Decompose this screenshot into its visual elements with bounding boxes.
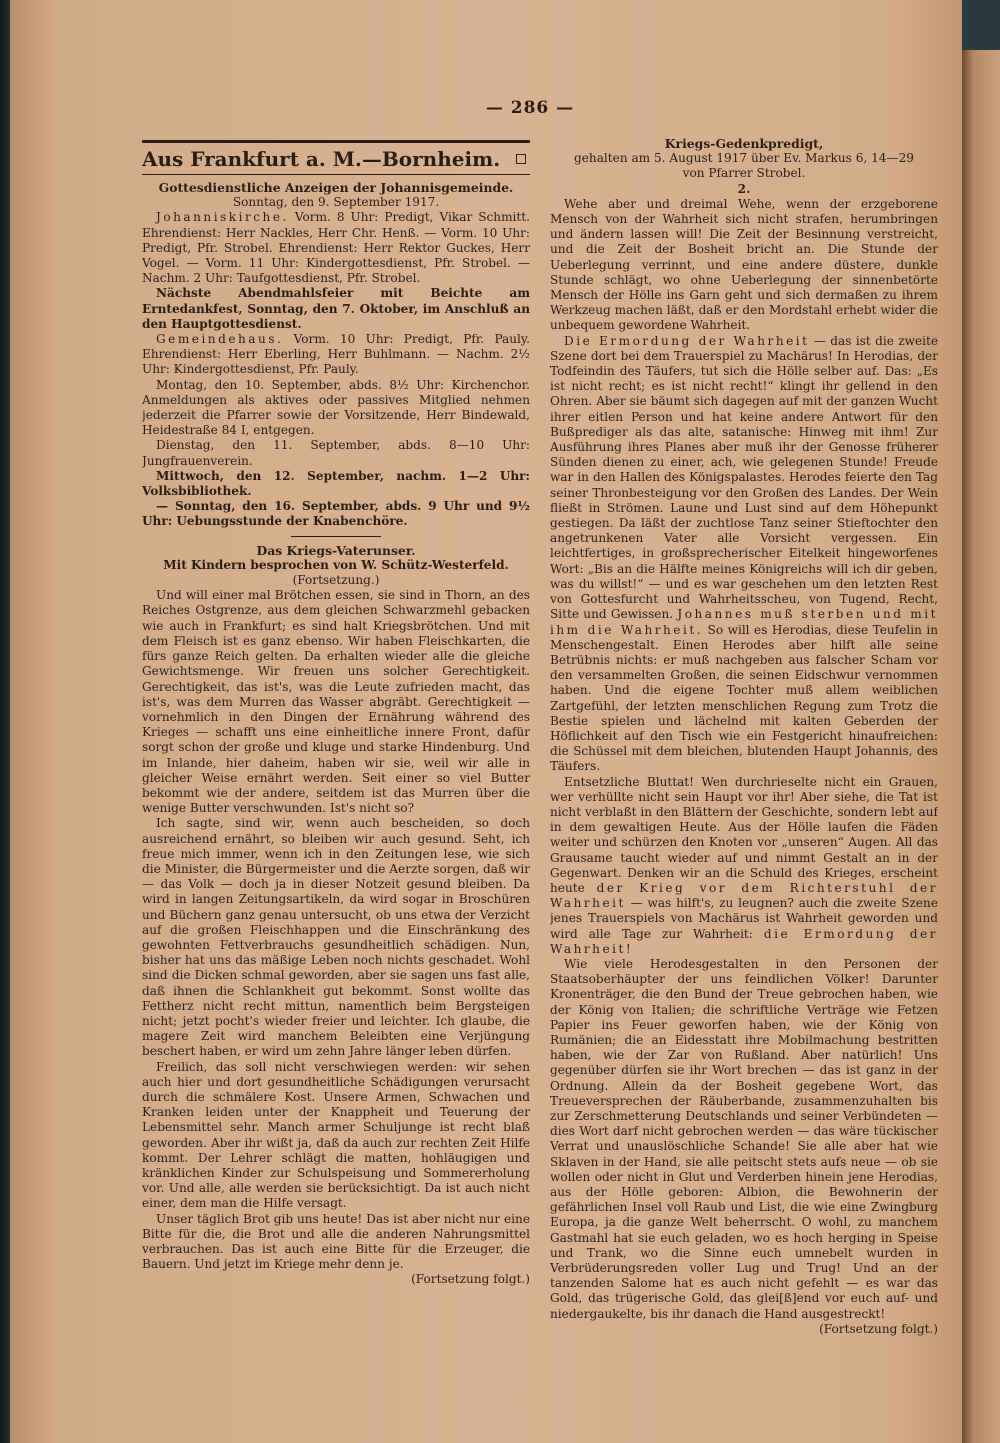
sermon-text: So will es Herodias, diese Teufelin in Menschengestalt. Einen Herodes aber hilft alle seine Betrübnis nichts: er muß nachgeben aus falscher Scham vor den versammelten Großen, die seinen Eidschwur vernommen haben. Und die eigene Tochter muß allem weiblichen Zartgefühl, der letzten menschlichen Regung zum Trotz die Bestie spielen und lächelnd mit kalten Geberden der Höflichkeit auf den Tisch wie ein Festgericht hinaufreichen: die Schüssel mit dem bleichen, blutenden Haupt Johannis, des Täufers. bbox=[550, 622, 938, 774]
notice-paragraph: Dienstag, den 11. September, abds. 8—10 Uhr: Jungfrauenverein. bbox=[142, 438, 530, 468]
article-continued: (Fortsetzung.) bbox=[292, 573, 380, 588]
top-rule-heavy bbox=[142, 140, 530, 143]
section-divider bbox=[291, 536, 381, 537]
book-binding bbox=[0, 0, 10, 1443]
notice-text: Vorm. 8 Uhr: Predigt, Vikar Schmitt. Ehrendienst: Herr Nackles, Herr Chr. Henß. — Vorm. 10 Uhr: Predigt, Pfr. Strobel. Ehrendienst: Herr Rektor Guckes, Herr Vogel. — Vorm. 11 Uhr: Kindergottesdienst, Pfr. Strobel. — Nachm. 2 Uhr: Taufgottesdienst, Pfr. Strobel. bbox=[142, 210, 530, 286]
article-paragraph: Freilich, das soll nicht verschwiegen werden: wir sehen auch hier und dort gesundheitliche Schädigungen verursacht durch die schmälere Kost. Unsere Armen, Schwachen und Kranken leiden unter der Knappheit und Teuerung der Lebensmittel sehr. Manch armer Schuljunge ist recht blaß geworden. Aber ihr wißt ja, daß da auch zur rechten Zeit Hilfe kommt. Der Lehrer schlägt die matten, hohläugigen und kränklichen Kinder zur Schulspeisung und Sommererholung vor. Und alle, alle werden sie berücksichtigt. Da ist auch nicht einer, dem man die Hilfe versagt. bbox=[142, 1059, 530, 1211]
sermon-subtitle-line1: gehalten am 5. August 1917 über Ev. Markus 6, 14—29 bbox=[574, 151, 914, 166]
article-paragraph: Und will einer mal Brötchen essen, sie sind in Thorn, an des Reiches Ostgrenze, aus dem gleichen Schwarzmehl gebacken wie auch in Frankfurt; es sind halt Kriegsbrötchen. Und mit dem Fleisch ist es ganz ebenso. Wir haben Fleischkarten, die fürs ganze Reich gelten. Da erhalten wieder alle die gleiche Gewichtsmenge. Wir freuen uns solcher Gerechtigkeit. Gerechtigkeit, das ist's, was die Leute zufrieden macht, das ist's, was dem Murren das Wasser abgräbt. Gerechtigkeit — vornehmlich in den Dingen der Ernährung während des Krieges — schafft uns eine einheitliche innere Front, dafür sorgt schon der große und kluge und starke Hindenburg. Und im Inlande, hier daheim, haben wir sie, weil wir alle in gleicher Weise ernährt werden. Seit einer so viel Butter bekommt wie der andere, seitdem ist das Murren über die wenige Butter verschwunden. Ist's nicht so? bbox=[142, 588, 530, 816]
main-title-text: Aus Frankfurt a. M.—Bornheim. bbox=[142, 147, 501, 171]
left-column bbox=[142, 134, 530, 1384]
sermon-paragraph bbox=[550, 775, 938, 957]
right-column bbox=[550, 134, 938, 1384]
article-paragraph: Unser täglich Brot gib uns heute! Das ist aber nicht nur eine Bitte für die, die Brot und alle die anderen Nahrungsmittel verbrauchen. Das ist auch eine Bitte für die Erzeuger, die Bauern. Und jetzt im Kriege mehr denn je. bbox=[142, 1211, 530, 1272]
sermon-emphasis: Die Ermordung der Wahrheit bbox=[564, 333, 810, 348]
article-title: Das Kriegs-Vaterunser. bbox=[256, 542, 416, 558]
article-paragraph: Ich sagte, sind wir, wenn auch bescheiden, so doch ausreichend ernährt, so bleiben wir auch gesund. Seht, ich freue mich immer, wenn ich in den Zeitungen lese, wie sich die Minister, die Bürgermeister und die Aerzte sorgen, daß wir — das Volk — doch ja in dieser Notzeit gesund bleiben. Da wird in langen Zeitungsartikeln, da wird sogar in Broschüren und Büchern ganz genau untersucht, ob uns etwa der Verzicht auf die großen Fleischhappen und die Einschränkung des gewohnten Fettverbrauchs gesundheitlich schädigen. Nun, bisher hat uns das mäßige Leben noch nichts geschadet. Wohl sind die Dicken schmal geworden, aber sie sagen uns fast alle, daß ihnen die Schlankheit gut bekommt. Sonst wollte das Fettherz nicht recht mittun, namentlich beim Bergsteigen nicht; jetzt pocht's wieder freier und leichter. Ich glaube, die magere Zeit wird manchem Beleibten eine Verjüngung beschert haben, er wird um zehn Jahre länger leben dürfen. bbox=[142, 816, 530, 1059]
sermon-emphasis: die Ermordung der Wahrheit! bbox=[550, 926, 938, 956]
title-rule bbox=[142, 174, 530, 175]
notices-heading: Gottesdienstliche Anzeigen der Johannisgemeinde. bbox=[158, 180, 514, 195]
sermon-section-number: 2. bbox=[737, 181, 751, 196]
notice-paragraph bbox=[142, 332, 530, 378]
sermon-to-be-continued: (Fortsetzung folgt.) bbox=[819, 1321, 938, 1336]
notice-text: Vorm. 10 Uhr: Predigt, Pfr. Pauly. Ehrendienst: Herr Eberling, Herr Buhlmann. — Nachm. 2½ Uhr: Kindergottesdienst, Pfr. Pauly. bbox=[142, 332, 530, 377]
sermon-text: — das ist die zweite Szene dort bei dem Trauerspiel zu Machärus! In Herodias, der Todfeindin des Täufers, tut sich die Hölle selber auf. Das: „Es ist nicht recht; es ist nicht recht!“ klingt ihr gellend in den Ohren. Aber sie bäumt sich dagegen auf mit der ganzen Wucht ihrer eitlen Person und hat keine andere Antwort für den Bußprediger als das alte, satanische: Hinweg mit ihm! Zur Ausführung ihres Planes aber muß ihr der Genosse früherer Sünden dienen zu einer, ach, wie gelegenen Stunde! Freude war in den Hallen des Königspalastes. Herodes feierte den Tag seiner Thronbesteigung vor den Großen des Landes. Der Wein fließt in Strömen. Laune und Lust sind auf dem Höhepunkt gestiegen. Da läßt der zuchtlose Tanz seiner Stieftochter den angetrunkenen Vater alle Vorsicht vergessen. Ein leichtfertiges, in großsprecherischer Eitelkeit hingeworfenes Wort: „Bis an die Hälfte meines Königreichs will ich dir geben, was du willst!“ — und es war geschehen um den letzten Rest von Gottesfurcht und Wahrheitsscheu, von Tugend, Recht, Sitte und Gewissen. bbox=[550, 333, 938, 622]
notice-paragraph: Mittwoch, den 12. September, nachm. 1—2 Uhr: Volksbibliothek. bbox=[142, 468, 530, 499]
notice-place: Johanniskirche. bbox=[156, 210, 289, 225]
sermon-text: — was hilft's, zu leugnen? auch die zweite Szene jenes Trauerspiels von Machärus ist Wahrheit geworden und wird alle Tage zur Wahrheit: bbox=[550, 896, 938, 941]
adjacent-page-edge bbox=[962, 50, 1000, 1443]
notice-paragraph: Montag, den 10. September, abds. 8½ Uhr: Kirchenchor. Anmeldungen als aktives oder passives Mitglied nehmen jederzeit die Pfarrer sowie der Vorsitzende, Herr Bindewald, Heidestraße 84 I, entgegen. bbox=[142, 377, 530, 438]
notice-paragraph bbox=[142, 210, 530, 286]
main-title bbox=[142, 146, 530, 172]
page-number: — 286 — bbox=[485, 98, 575, 118]
sermon-text: Entsetzliche Bluttat! Wen durchrieselte nicht ein Grauen, wer verhüllte nicht sein Haupt vor ihr! Aber siehe, die Tat ist nicht verblaßt in den Blättern der Geschichte, sondern lebt auf in dem gewaltigen Heute. Aus der Hölle laufen die Fäden weiter und schürzen den Knoten vor „unseren“ Augen. All das Grausame taucht wieder auf und nimmt Gestalt an in der Gegenwart. Denken wir an die Schuld des Krieges, erscheint heute bbox=[550, 774, 938, 895]
sermon-paragraph: Wehe aber und dreimal Wehe, wenn der erzgeborene Mensch von der Wahrheit sich nicht strafen, herumbringen und ändern lassen will! Die Zeit der Besinnung verstreicht, und die Zeit der Bosheit bricht an. Die Stunde der Ueberlegung verrinnt, und eine andere düstere, dunkle Stunde schlägt, wo ohne Ueberlegung der sinnenbetörte Mensch der Hölle ins Garn geht und sich dermaßen zu ihrem Werkzeug machen läßt, daß er den Mordstahl erhebt wider die unbequem gewordene Wahrheit. bbox=[550, 196, 938, 333]
sermon-emphasis: der Krieg vor dem Richterstuhl der Wahrheit bbox=[550, 880, 938, 911]
sermon-paragraph: Wie viele Herodesgestalten in den Personen der Staatsoberhäupter der uns feindlichen Völker! Darunter Kronenträger, die den Bund der Treue gebrochen haben, wie der König von Italien; die schriftliche Verträge wie Fetzen Papier ins Feuer geworfen haben, wie der König von Rumänien; die an Eidesstatt ihre Mobilmachung bestritten haben, wie der Zar von Rußland. Aber natürlich! Uns gegenüber dürfen sie ihr Wort brechen — das ist ganz in der Ordnung. Allein da der Bosheit gegebene Wort, das Treueversprechen der Räuberbande, zusammenzuhalten bis zur Zerschmetterung Deutschlands und seiner Verbündeten — dies Wort darf nicht gebrochen werden — das wäre tückischer Verrat und unauslöschliche Schande! Sie alle aber hat wie Sklaven in der Hand, sie alle peitscht stets aufs neue — ob sie wollen oder nicht in Glut und Verderben hinein jene Herodias, aus der Hölle geboren: Albion, die Bewohnerin der gefährlichen Insel voll Raub und List, die wie eine Zwingburg Europa, ja die ganze Welt beherrscht. O wohl, zu manchem Gastmahl hat sie euch geladen, wo es hoch herging in Speise und Trank, wo die Sinne euch umnebelt wurden in Verbrüderungsreden voller Lug und Trug! Und an der tanzenden Salome hat es auch nicht gefehlt — es war das Gold, das trügerische Gold, das glei[ß]end vor euch auf- und niedergaukelte, bis ihr danach die Hand ausgestreckt! bbox=[550, 956, 938, 1321]
notices-date: Sonntag, den 9. September 1917. bbox=[232, 195, 440, 210]
sermon-paragraph bbox=[550, 334, 938, 775]
sermon-title: Kriegs-Gedenkpredigt, bbox=[664, 136, 824, 151]
notice-place: Gemeindehaus. bbox=[156, 332, 284, 347]
square-ornament-icon bbox=[516, 154, 526, 164]
notice-paragraph: Nächste Abendmahlsfeier mit Beichte am Erntedankfest, Sonntag, den 7. Oktober, im Anschluß an den Hauptgottesdienst. bbox=[142, 286, 530, 331]
article-to-be-continued: (Fortsetzung folgt.) bbox=[411, 1272, 530, 1287]
sermon-emphasis: Johannes muß sterben und mit ihm die Wahrheit. bbox=[550, 607, 938, 637]
sermon-subtitle-line2: von Pfarrer Strobel. bbox=[682, 166, 806, 181]
newspaper-page bbox=[10, 0, 962, 1443]
article-subtitle: Mit Kindern besprochen von W. Schütz-Westerfeld. bbox=[163, 557, 509, 572]
notice-paragraph: — Sonntag, den 16. September, abds. 9 Uhr und 9½ Uhr: Uebungsstunde der Knabenchöre. bbox=[142, 499, 530, 529]
